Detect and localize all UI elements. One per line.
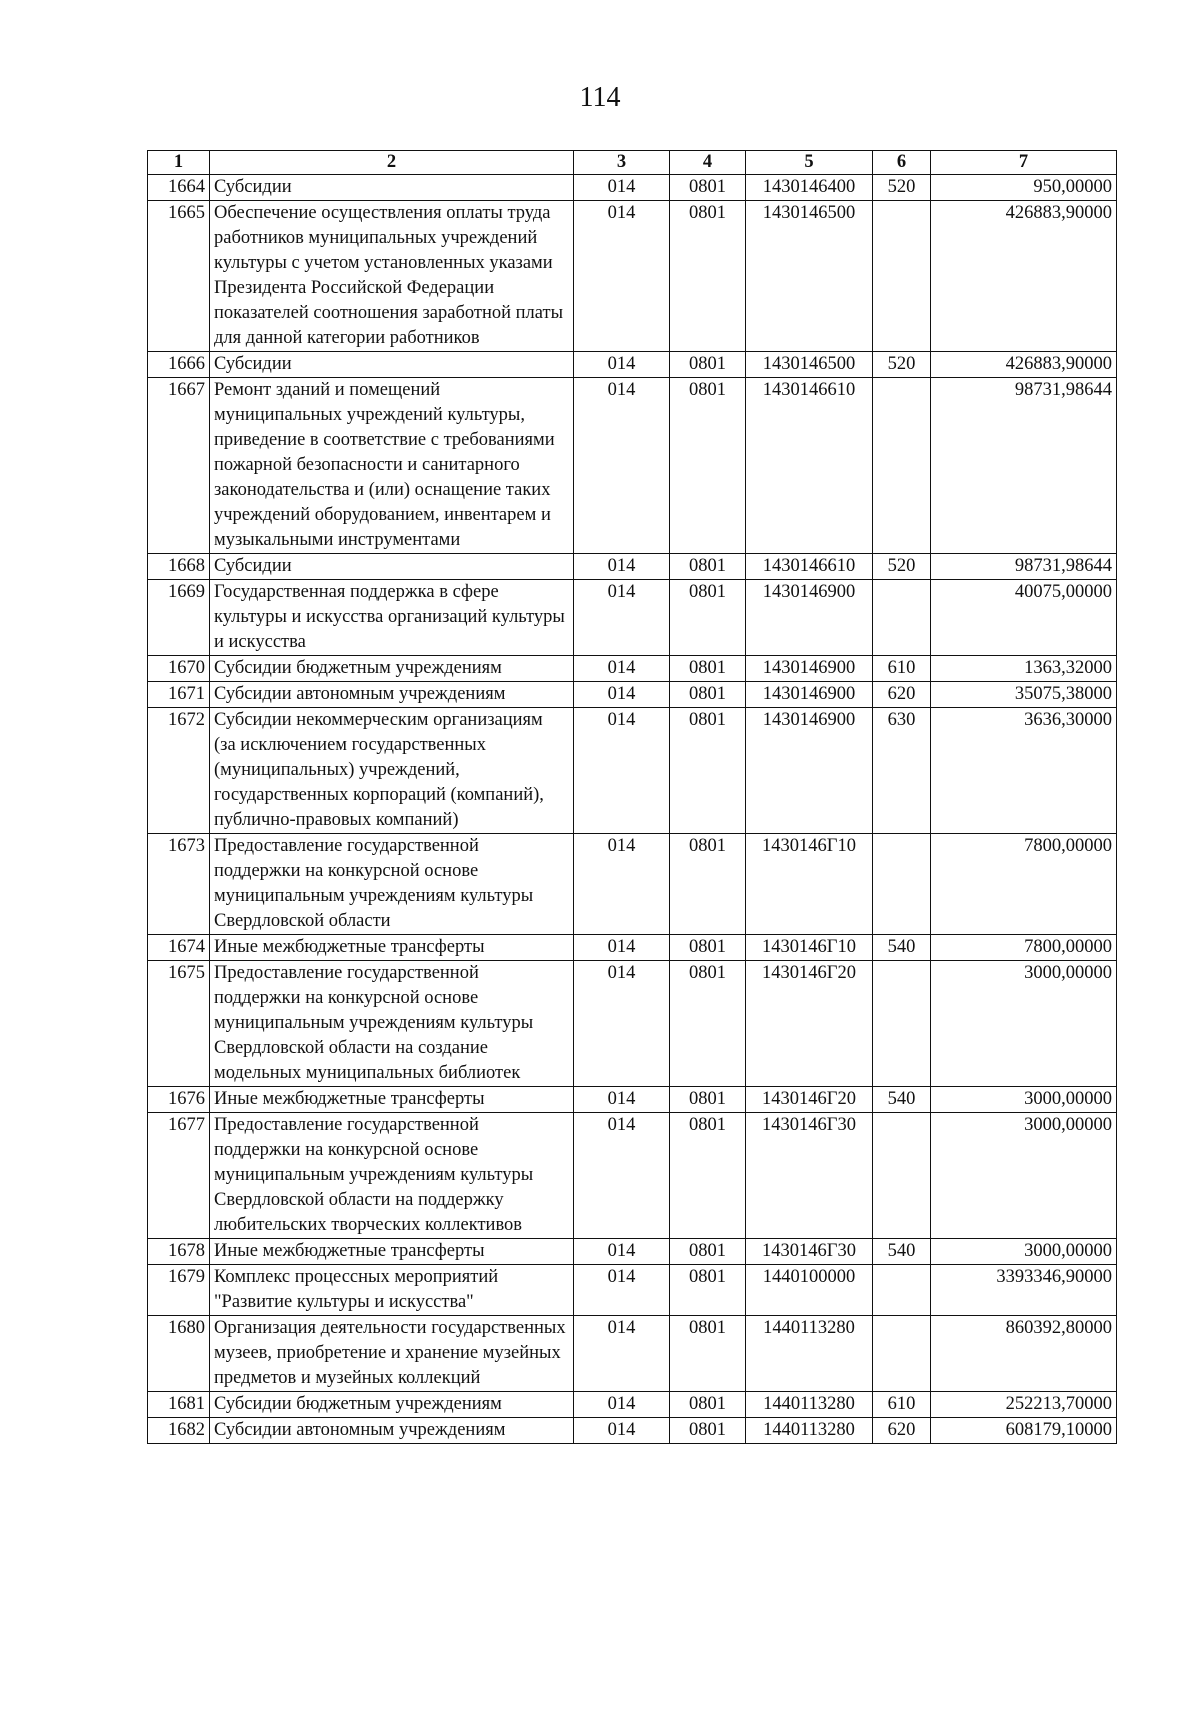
row-expense-type-code: 620 [873,1418,931,1444]
header-col-7: 7 [931,151,1117,175]
row-sum: 950,00000 [931,175,1117,201]
row-section-code: 0801 [670,1418,746,1444]
row-expense-type-code: 630 [873,708,931,834]
row-sum: 35075,38000 [931,682,1117,708]
row-sum: 608179,10000 [931,1418,1117,1444]
row-name: Ремонт зданий и помещений муниципальных учреждений культуры, приведение в соответствие с требованиями пожарной безопасности и санитарного законодательства и (или) оснащение таких учреждений оборудованием, инвентарем и музыкальными инструментами [210,378,574,554]
row-target-code: 1430146900 [746,682,873,708]
row-section-code: 0801 [670,1239,746,1265]
row-target-code: 1430146Г20 [746,961,873,1087]
table-row [148,834,1117,935]
row-target-code: 1430146900 [746,580,873,656]
table-row [148,201,1117,352]
row-expense-type-code: 620 [873,682,931,708]
row-ministry-code: 014 [574,352,670,378]
row-ministry-code: 014 [574,1265,670,1316]
table-row [148,961,1117,1087]
row-name: Субсидии автономным учреждениям [210,1418,574,1444]
row-number: 1681 [148,1392,210,1418]
row-target-code: 1430146Г30 [746,1113,873,1239]
row-number: 1677 [148,1113,210,1239]
row-ministry-code: 014 [574,175,670,201]
row-target-code: 1440113280 [746,1418,873,1444]
row-ministry-code: 014 [574,708,670,834]
row-ministry-code: 014 [574,1392,670,1418]
row-section-code: 0801 [670,554,746,580]
row-number: 1666 [148,352,210,378]
row-sum: 98731,98644 [931,554,1117,580]
row-section-code: 0801 [670,175,746,201]
row-ministry-code: 014 [574,1239,670,1265]
row-section-code: 0801 [670,580,746,656]
row-number: 1665 [148,201,210,352]
table-row [148,1265,1117,1316]
row-expense-type-code: 540 [873,935,931,961]
row-sum: 7800,00000 [931,834,1117,935]
row-expense-type-code [873,961,931,1087]
table-row [148,1392,1117,1418]
row-sum: 40075,00000 [931,580,1117,656]
header-col-5: 5 [746,151,873,175]
row-name: Иные межбюджетные трансферты [210,935,574,961]
row-number: 1669 [148,580,210,656]
row-number: 1676 [148,1087,210,1113]
row-target-code: 1430146900 [746,656,873,682]
row-sum: 3000,00000 [931,961,1117,1087]
row-section-code: 0801 [670,708,746,834]
row-ministry-code: 014 [574,682,670,708]
row-ministry-code: 014 [574,580,670,656]
row-section-code: 0801 [670,834,746,935]
row-target-code: 1430146Г10 [746,935,873,961]
row-section-code: 0801 [670,378,746,554]
table-row [148,352,1117,378]
row-name: Предоставление государственной поддержки на конкурсной основе муниципальным учреждениям культуры Свердловской области на поддержку любительских творческих коллективов [210,1113,574,1239]
table-row [148,1113,1117,1239]
row-section-code: 0801 [670,352,746,378]
row-ministry-code: 014 [574,961,670,1087]
row-ministry-code: 014 [574,201,670,352]
row-number: 1668 [148,554,210,580]
row-sum: 426883,90000 [931,352,1117,378]
row-expense-type-code [873,834,931,935]
row-name: Субсидии автономным учреждениям [210,682,574,708]
row-sum: 98731,98644 [931,378,1117,554]
row-expense-type-code: 520 [873,175,931,201]
table-row [148,656,1117,682]
row-sum: 3000,00000 [931,1113,1117,1239]
header-row [148,151,1117,175]
row-sum: 860392,80000 [931,1316,1117,1392]
row-expense-type-code: 520 [873,352,931,378]
row-name: Субсидии [210,175,574,201]
row-expense-type-code [873,1316,931,1392]
row-ministry-code: 014 [574,834,670,935]
row-section-code: 0801 [670,1392,746,1418]
row-target-code: 1430146900 [746,708,873,834]
header-col-1: 1 [148,151,210,175]
row-ministry-code: 014 [574,935,670,961]
table-row [148,378,1117,554]
row-target-code: 1430146Г30 [746,1239,873,1265]
row-expense-type-code: 540 [873,1087,931,1113]
row-number: 1679 [148,1265,210,1316]
table-row [148,1418,1117,1444]
row-name: Предоставление государственной поддержки на конкурсной основе муниципальным учреждениям культуры Свердловской области на создание модельных муниципальных библиотек [210,961,574,1087]
table-body [148,175,1117,1444]
header-col-3: 3 [574,151,670,175]
table-row [148,580,1117,656]
row-expense-type-code: 610 [873,1392,931,1418]
row-sum: 1363,32000 [931,656,1117,682]
row-section-code: 0801 [670,935,746,961]
row-name: Государственная поддержка в сфере культуры и искусства организаций культуры и искусства [210,580,574,656]
row-target-code: 1430146400 [746,175,873,201]
row-sum: 7800,00000 [931,935,1117,961]
row-section-code: 0801 [670,961,746,1087]
row-expense-type-code: 610 [873,656,931,682]
row-section-code: 0801 [670,1087,746,1113]
row-name: Субсидии [210,554,574,580]
row-number: 1672 [148,708,210,834]
row-sum: 3636,30000 [931,708,1117,834]
row-target-code: 1430146500 [746,352,873,378]
row-expense-type-code [873,580,931,656]
row-name: Предоставление государственной поддержки на конкурсной основе муниципальным учреждениям культуры Свердловской области [210,834,574,935]
table-row [148,554,1117,580]
table-row [148,682,1117,708]
row-number: 1667 [148,378,210,554]
budget-table [147,150,1117,1444]
row-expense-type-code [873,201,931,352]
row-name: Иные межбюджетные трансферты [210,1239,574,1265]
table-row [148,708,1117,834]
row-name: Субсидии [210,352,574,378]
row-section-code: 0801 [670,1265,746,1316]
row-expense-type-code: 520 [873,554,931,580]
header-col-2: 2 [210,151,574,175]
row-name: Организация деятельности государственных музеев, приобретение и хранение музейных предметов и музейных коллекций [210,1316,574,1392]
row-number: 1680 [148,1316,210,1392]
row-target-code: 1440113280 [746,1316,873,1392]
row-expense-type-code [873,1265,931,1316]
page-number: 114 [579,82,621,113]
row-target-code: 1440113280 [746,1392,873,1418]
row-expense-type-code [873,378,931,554]
table-row [148,1087,1117,1113]
row-name: Обеспечение осуществления оплаты труда работников муниципальных учреждений культуры с учетом установленных указами Президента Российской Федерации показателей соотношения заработной платы для данной категории работников [210,201,574,352]
row-ministry-code: 014 [574,554,670,580]
row-name: Комплекс процессных мероприятий "Развитие культуры и искусства" [210,1265,574,1316]
table-row [148,1239,1117,1265]
row-section-code: 0801 [670,1316,746,1392]
row-section-code: 0801 [670,201,746,352]
row-section-code: 0801 [670,1113,746,1239]
row-expense-type-code [873,1113,931,1239]
header-col-6: 6 [873,151,931,175]
row-ministry-code: 014 [574,1087,670,1113]
row-name: Иные межбюджетные трансферты [210,1087,574,1113]
row-ministry-code: 014 [574,1113,670,1239]
table-row [148,1316,1117,1392]
row-target-code: 1430146610 [746,378,873,554]
row-name: Субсидии бюджетным учреждениям [210,1392,574,1418]
row-sum: 252213,70000 [931,1392,1117,1418]
row-section-code: 0801 [670,656,746,682]
row-ministry-code: 014 [574,1316,670,1392]
row-number: 1670 [148,656,210,682]
row-target-code: 1430146Г10 [746,834,873,935]
table-row [148,935,1117,961]
row-number: 1664 [148,175,210,201]
row-sum: 3393346,90000 [931,1265,1117,1316]
row-sum: 3000,00000 [931,1087,1117,1113]
row-sum: 426883,90000 [931,201,1117,352]
row-target-code: 1430146Г20 [746,1087,873,1113]
row-number: 1678 [148,1239,210,1265]
row-target-code: 1430146500 [746,201,873,352]
row-number: 1671 [148,682,210,708]
row-number: 1674 [148,935,210,961]
table-row [148,175,1117,201]
row-sum: 3000,00000 [931,1239,1117,1265]
row-section-code: 0801 [670,682,746,708]
table-header [148,151,1117,175]
row-ministry-code: 014 [574,378,670,554]
row-name: Субсидии бюджетным учреждениям [210,656,574,682]
row-target-code: 1430146610 [746,554,873,580]
row-ministry-code: 014 [574,656,670,682]
row-number: 1682 [148,1418,210,1444]
header-col-4: 4 [670,151,746,175]
row-number: 1673 [148,834,210,935]
row-number: 1675 [148,961,210,1087]
row-target-code: 1440100000 [746,1265,873,1316]
row-expense-type-code: 540 [873,1239,931,1265]
row-name: Субсидии некоммерческим организациям (за исключением государственных (муниципальных) учреждений, государственных корпораций (компаний), публично-правовых компаний) [210,708,574,834]
row-ministry-code: 014 [574,1418,670,1444]
